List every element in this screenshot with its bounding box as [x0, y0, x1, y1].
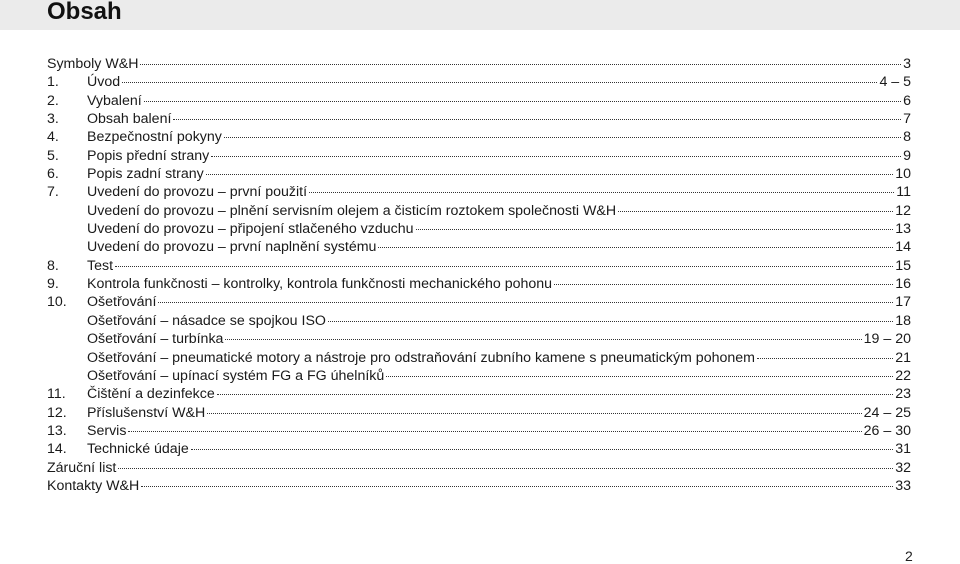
- toc-entry-page: 32: [895, 459, 911, 476]
- toc-entry[interactable]: [47, 385, 911, 403]
- toc-entry-title: Popis zadní strany: [87, 166, 204, 183]
- toc-entry-page: 26 – 30: [863, 422, 911, 439]
- toc-entry-page: 22: [895, 367, 911, 384]
- toc-dot-leader: [206, 170, 894, 175]
- toc-dot-leader: [207, 409, 861, 414]
- toc-dot-leader: [141, 482, 893, 487]
- toc-entry[interactable]: [47, 165, 911, 183]
- toc-entry[interactable]: [47, 404, 911, 422]
- toc-dot-leader: [386, 372, 893, 377]
- toc-entry-page: 13: [895, 221, 911, 238]
- toc-entry-title: Uvedení do provozu – první použití: [87, 184, 308, 201]
- toc-entry[interactable]: [47, 238, 911, 256]
- toc-entry-title: Kontrola funkčnosti – kontrolky, kontrola funkčnosti mechanického pohonu: [87, 276, 553, 293]
- toc-entry-number: 3.: [47, 111, 59, 128]
- toc-dot-leader: [118, 464, 893, 469]
- toc-entry[interactable]: [47, 367, 911, 385]
- toc-entry-page: 11: [896, 184, 911, 201]
- toc-entry[interactable]: [47, 220, 911, 238]
- toc-entry-page: 17: [895, 294, 911, 311]
- toc-dot-leader: [173, 115, 901, 120]
- toc-entry-number: 9.: [47, 276, 59, 293]
- toc-dot-leader: [191, 445, 893, 450]
- toc-entry-title: Popis přední strany: [87, 147, 210, 164]
- page-title: Obsah: [47, 0, 122, 25]
- toc-entry[interactable]: [47, 147, 911, 165]
- toc-entry[interactable]: [47, 92, 911, 110]
- toc-entry-title: Vybalení: [87, 92, 142, 109]
- toc-entry-number: 8.: [47, 257, 59, 274]
- toc-entry-page: 12: [895, 202, 911, 219]
- toc-entry-title: Úvod: [87, 74, 121, 91]
- toc-entry[interactable]: [47, 477, 911, 495]
- toc-entry-title: Uvedení do provozu – plnění servisním olejem a čisticím roztokem společnosti W&H: [87, 202, 617, 219]
- toc-entry-title: Obsah balení: [87, 111, 172, 128]
- toc-entry[interactable]: [47, 275, 911, 293]
- toc-entry-number: 7.: [47, 184, 59, 201]
- toc-entry-number: 1.: [47, 74, 59, 91]
- toc-entry-page: 14: [895, 239, 911, 256]
- toc-entry-page: 31: [895, 441, 911, 458]
- toc-entry[interactable]: [47, 257, 911, 275]
- toc-dot-leader: [554, 280, 893, 285]
- toc-entry-title: Servis: [87, 422, 127, 439]
- toc-dot-leader: [140, 60, 901, 65]
- toc-entry[interactable]: [47, 202, 911, 220]
- toc-entry-page: 33: [895, 477, 911, 494]
- toc-dot-leader: [224, 133, 901, 138]
- toc-entry-page: 24 – 25: [863, 404, 911, 421]
- toc-entry[interactable]: [47, 183, 911, 201]
- toc-entry-page: 8: [903, 129, 911, 146]
- toc-entry-number: 6.: [47, 166, 59, 183]
- toc-entry[interactable]: [47, 312, 911, 330]
- toc-dot-leader: [158, 298, 893, 303]
- toc-entry-title: Ošetřování – turbínka: [87, 331, 224, 348]
- toc-entry-title: Záruční list: [47, 459, 117, 476]
- toc-entry-number: 5.: [47, 147, 59, 164]
- toc-entry[interactable]: [47, 422, 911, 440]
- header-bar: [0, 0, 960, 30]
- toc-dot-leader: [211, 152, 901, 157]
- toc-dot-leader: [757, 354, 893, 359]
- toc-entry-number: 12.: [47, 404, 67, 421]
- toc-entry-title: Symboly W&H: [47, 56, 139, 72]
- toc-entry-title: Technické údaje: [87, 441, 189, 458]
- toc-entry-page: 18: [895, 312, 911, 329]
- toc-entry-number: 10.: [47, 294, 67, 311]
- page-number: 2: [905, 548, 913, 564]
- toc-entry-page: 10: [895, 166, 911, 183]
- toc-entry[interactable]: [47, 55, 911, 73]
- toc-dot-leader: [122, 78, 877, 83]
- toc-entry-page: 4 – 5: [879, 74, 911, 91]
- toc-entry-page: 23: [895, 386, 911, 403]
- toc-dot-leader: [217, 390, 893, 395]
- toc-entry-number: 4.: [47, 129, 59, 146]
- toc-entry[interactable]: [47, 293, 911, 311]
- toc-dot-leader: [128, 427, 861, 432]
- toc-entry-page: 19 – 20: [863, 331, 911, 348]
- toc-entry-page: 15: [895, 257, 911, 274]
- toc-dot-leader: [618, 207, 893, 212]
- toc-entry-number: 14.: [47, 441, 67, 458]
- toc-entry[interactable]: [47, 330, 911, 348]
- toc-entry-title: Ošetřování – pneumatické motory a nástroje pro odstraňování zubního kamene s pneumatickým pohonem: [87, 349, 755, 366]
- toc-entry-page: 9: [903, 147, 911, 164]
- toc-entry-page: 21: [895, 349, 911, 366]
- toc-dot-leader: [416, 225, 894, 230]
- toc-entry-title: Čištění a dezinfekce: [87, 386, 215, 403]
- toc-dot-leader: [378, 243, 893, 248]
- toc-entry-title: Uvedení do provozu – připojení stlačeného vzduchu: [87, 221, 414, 238]
- toc-entry-number: 2.: [47, 92, 59, 109]
- toc-entry-title: Příslušenství W&H: [87, 404, 206, 421]
- toc-entry-number: 13.: [47, 422, 67, 439]
- toc-dot-leader: [144, 97, 901, 102]
- toc-entry-title: Ošetřování: [87, 294, 157, 311]
- toc-entry-page: 16: [895, 276, 911, 293]
- toc-entry-title: Bezpečnostní pokyny: [87, 129, 222, 146]
- toc-entry-page: 6: [903, 92, 911, 109]
- toc-entry-title: Uvedení do provozu – první naplnění systému: [87, 239, 377, 256]
- toc-entry[interactable]: [47, 128, 911, 146]
- toc-entry[interactable]: [47, 349, 911, 367]
- toc-dot-leader: [115, 262, 893, 267]
- toc-entry-page: 3: [903, 56, 911, 72]
- toc-dot-leader: [225, 335, 861, 340]
- toc-entry-number: 11.: [47, 386, 66, 403]
- toc-entry-title: Test: [87, 257, 114, 274]
- toc-dot-leader: [309, 188, 894, 193]
- table-of-contents: [47, 55, 911, 495]
- toc-entry-page: 7: [903, 111, 911, 128]
- toc-entry[interactable]: [47, 73, 911, 91]
- toc-entry[interactable]: [47, 110, 911, 128]
- toc-entry-title: Kontakty W&H: [47, 477, 140, 494]
- toc-dot-leader: [328, 317, 893, 322]
- toc-entry-title: Ošetřování – násadce se spojkou ISO: [87, 312, 326, 329]
- toc-entry-title: Ošetřování – upínací systém FG a FG úhelníků: [87, 367, 385, 384]
- toc-entry[interactable]: [47, 459, 911, 477]
- toc-entry[interactable]: [47, 440, 911, 458]
